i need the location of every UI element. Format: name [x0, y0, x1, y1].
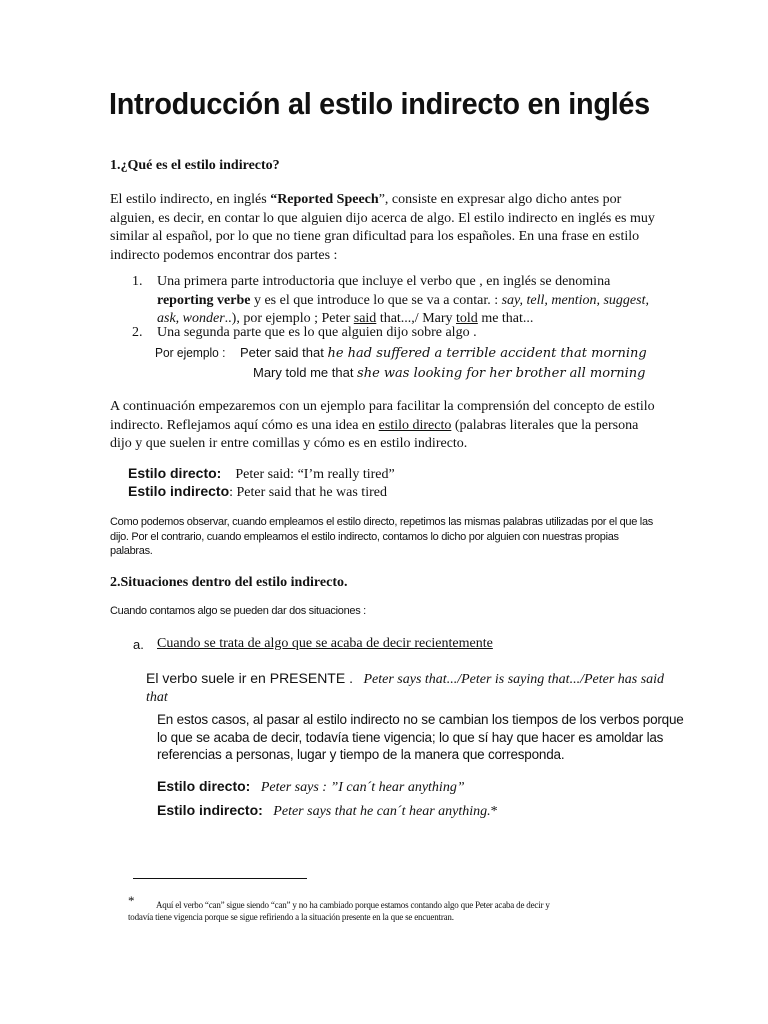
example-1	[240, 345, 647, 361]
verb-tense-text: El verbo suele ir en PRESENTE .	[146, 670, 353, 686]
continue-text: A continuación empezaremos con un ejemplo para facilitar la comprensión del concepto de estilo indirecto. Reflejamos aquí cómo es una idea en	[110, 399, 655, 433]
section1-heading: 1.¿Qué es el estilo indirecto?	[110, 158, 280, 173]
example-2-script: she was looking for her brother all morning	[357, 366, 646, 381]
indirect-text-2: Peter says that he can´t hear anything.	[273, 804, 491, 819]
estilo-directo-term: estilo directo	[378, 417, 452, 433]
indirect-label: Estilo indirecto	[128, 483, 230, 499]
section2-heading: 2.Situaciones dentro del estilo indirecto.	[110, 575, 348, 590]
section1-intro	[110, 191, 662, 265]
item-a-title: Cuando se trata de algo que se acaba de decir recientemente	[157, 636, 493, 651]
example-2	[253, 365, 645, 381]
footnote-line-1: Aquí el verbo “can” sigue siendo “can” y no ha cambiado porque estamos contando algo que Peter acaba de decir y	[156, 900, 550, 910]
continue-text-cont: (palabras literales que la persona dijo y que suelen ir entre comillas y cómo es en estilo indirecto.	[110, 417, 639, 451]
footnote-divider	[133, 878, 307, 879]
direct-label: Estilo directo:	[128, 465, 222, 481]
footnote-line-2: todavía tiene vigencia porque se sigue refiriendo a la situación presente en la que se encuentran.	[128, 912, 454, 922]
item-a-label: a.	[133, 637, 144, 652]
indirect-example-1	[128, 483, 387, 501]
indirect-example-2	[157, 802, 498, 820]
list-item-2-num: 2.	[132, 325, 143, 340]
said-word: said	[353, 311, 377, 326]
list-item-2: Una segunda parte que es lo que alguien dijo sobre algo .	[157, 325, 477, 340]
list-item-1	[157, 273, 662, 329]
verb-tense-examples: Peter says that.../Peter is saying that.../Peter has said that	[146, 672, 665, 705]
verb-tense-line	[146, 669, 666, 707]
item1-text: Una primera parte introductoria que incluye el verbo que , en inglés se denomina	[157, 274, 611, 289]
direct-example-2	[157, 778, 465, 796]
list-item-1-num: 1.	[132, 274, 143, 289]
direct-example-1	[128, 465, 395, 483]
example-2-plain: Mary told me that	[253, 365, 358, 380]
item1-post: ..), por ejemplo ; Peter	[224, 311, 354, 326]
verb-examples: say, tell, mention, suggest, ask, wonder	[157, 292, 649, 326]
observe-paragraph: Como podemos observar, cuando empleamos el estilo directo, repetimos las mismas palabras utilizadas por el que las dijo. Por el contrario, cuando empleamos el estilo indirecto, contamos lo dicho por alguien con nuestras propias palabras.	[110, 516, 653, 557]
item1-mid: y es el que introduce lo que se va a contar. :	[250, 292, 502, 308]
direct-text-2: Peter says : ”I can´t hear anything”	[260, 780, 465, 795]
told-word: told	[456, 311, 478, 326]
section2-intro: Cuando contamos algo se pueden dar dos situaciones :	[110, 605, 366, 617]
cases-paragraph: En estos casos, al pasar al estilo indirecto no se cambian los tiempos de los verbos porque lo que se acaba de decir, todavía tiene vigencia; lo que sí hay que hacer es amoldar las referencias a personas, lugar y tiempo de la manera que corresponda.	[157, 712, 684, 762]
page-title: Introducción al estilo indirecto en inglés	[109, 86, 650, 121]
footnote-ref: *	[490, 804, 498, 819]
intro-text-cont: ”, consiste en expresar algo dicho antes por alguien, es decir, en contar lo que alguien dijo acerca de algo. El estilo indirecto en inglés es muy similar al español, por lo que no tiene gran dificultad para los españoles. En una frase en estilo indirecto podemos encontrar dos partes :	[110, 192, 655, 263]
example-label: Por ejemplo :	[155, 345, 226, 360]
reported-speech-term: “Reported Speech	[270, 192, 379, 207]
item1-post2: that...,/ Mary	[376, 311, 457, 326]
indirect-label-2: Estilo indirecto:	[157, 802, 263, 818]
item1-post3: me that...	[477, 311, 534, 326]
footnote-mark: *	[128, 893, 135, 908]
reporting-verb-term: reporting verbe	[157, 292, 251, 308]
direct-label-2: Estilo directo:	[157, 778, 251, 794]
direct-text: Peter said: “I’m really tired”	[235, 467, 395, 482]
example-1-plain: Peter said that	[240, 345, 328, 360]
intro-text: El estilo indirecto, en inglés	[110, 192, 271, 207]
example-1-script: he had suffered a terrible accident that morning	[327, 346, 647, 361]
continue-paragraph	[110, 398, 662, 454]
indirect-text: : Peter said that he was tired	[229, 485, 387, 500]
